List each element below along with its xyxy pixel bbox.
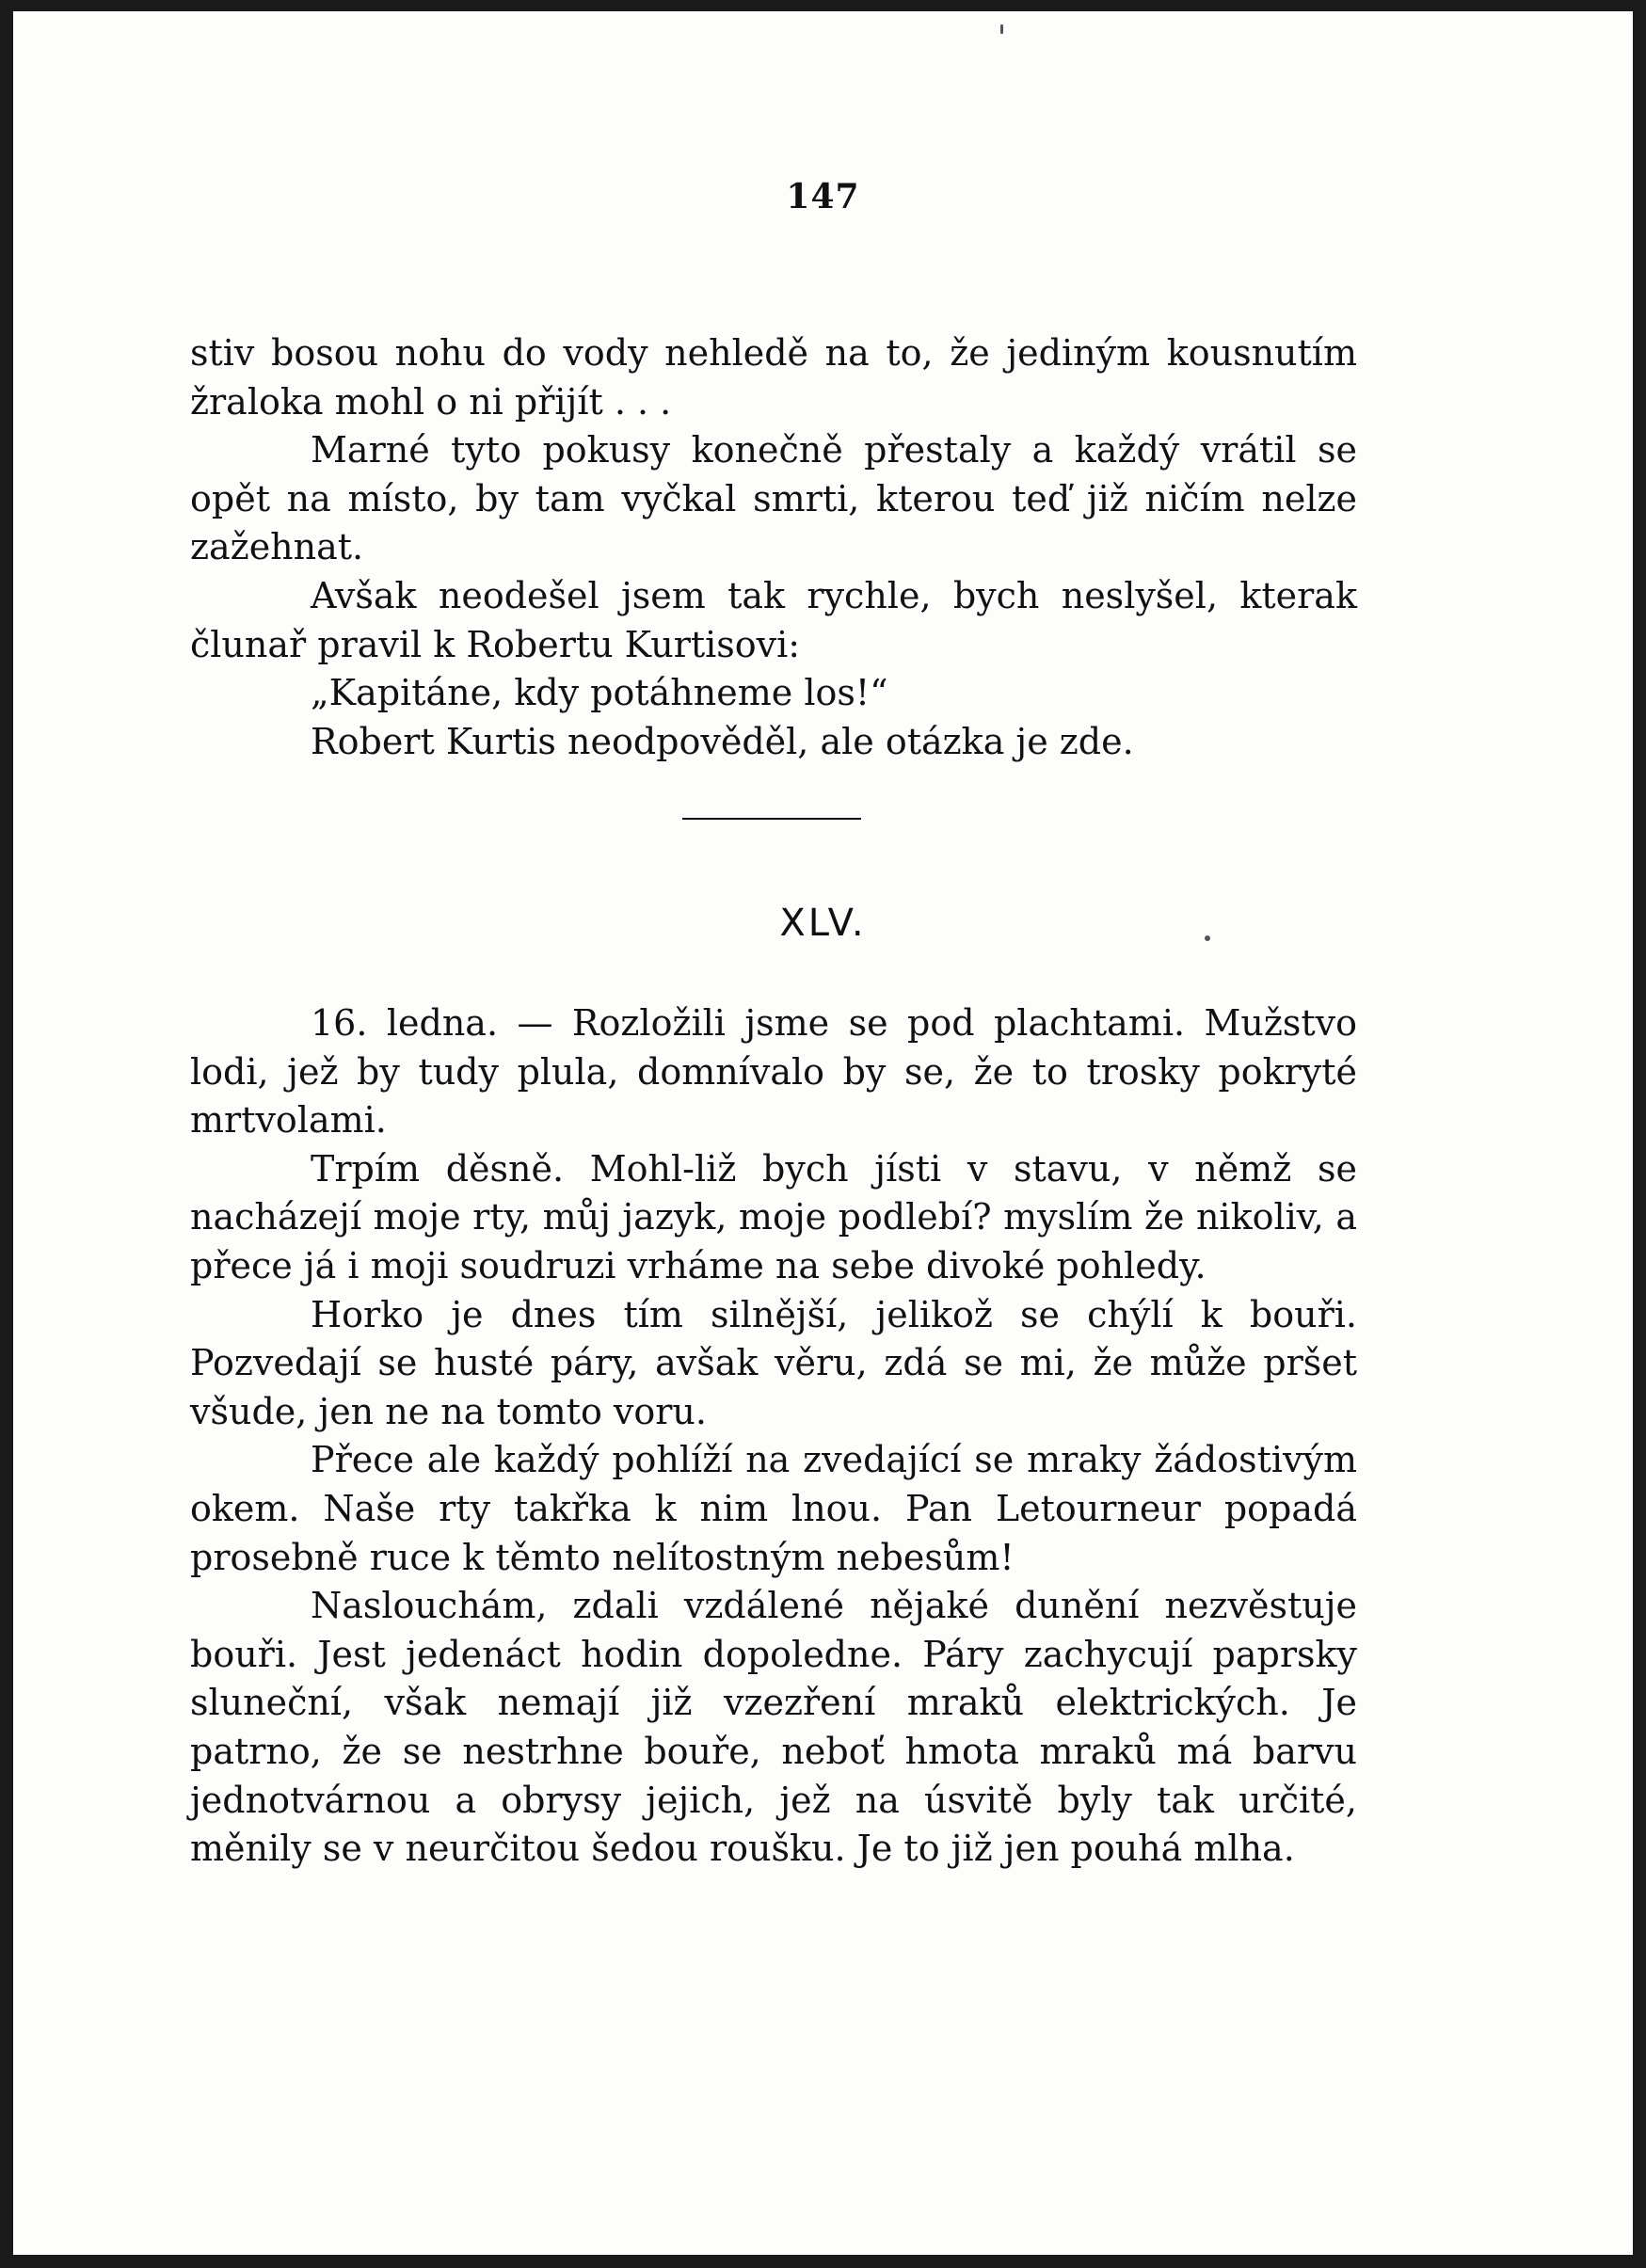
ink-speck: [1205, 935, 1210, 941]
paragraph: „Kapitáne, kdy potáhneme los!“: [311, 672, 888, 714]
paragraph: Přece ale každý pohlíží na zvedající se mraky žádostivým okem. Naše rty takřka k nim lnou. Pan Letourneur popadá prosebně ruce k těmto nelítostným nebesům!: [190, 1439, 1357, 1578]
paragraph: stiv bosou nohu do vody nehledě na to, že jediným kousnutím žraloka mohl o ni přijít . . .: [190, 332, 1357, 423]
text-block-bottom: [190, 999, 1357, 1874]
paragraph: Avšak neodešel jsem tak rychle, bych neslyšel, kterak člunař pravil k Robertu Kurtisovi:: [190, 574, 1357, 665]
ink-speck: [1000, 24, 1003, 34]
page-number: 147: [786, 177, 860, 216]
chapter-heading: XLV.: [779, 902, 867, 945]
paragraph: Trpím děsně. Mohl-liž bych jísti v stavu, v němž se nacházejí moje rty, můj jazyk, moje podlebí? myslím že nikoliv, a přece já i moji soudruzi vrháme na sebe divoké pohledy.: [190, 1147, 1357, 1286]
text-block-top: [190, 329, 1357, 766]
paragraph: Robert Kurtis neodpověděl, ale otázka je zde.: [311, 720, 1134, 762]
paragraph: Marné tyto pokusy konečně přestaly a každý vrátil se opět na místo, by tam vyčkal smrti, kterou teď již ničím nelze zažehnat.: [190, 429, 1357, 568]
paragraph: Horko je dnes tím silnější, jelikož se chýlí k bouři. Pozvedají se husté páry, avšak věru, zdá se mi, že může pršet všude, jen ne na tomto voru.: [190, 1293, 1357, 1432]
paragraph: 16. ledna. — Rozložili jsme se pod plachtami. Mužstvo lodi, jež by tudy plula, domnívalo by se, že to trosky pokryté mrtvolami.: [190, 1002, 1357, 1142]
paragraph: Naslouchám, zdali vzdálené nějaké dunění nezvěstuje bouři. Jest jedenáct hodin dopoledne. Páry zachycují paprsky sluneční, však nemají již vzezření mraků elektrických. Je patrno, že se nestrhne bouře, neboť hmota mraků má barvu jednotvárnou a obrysy jejich, jež na úsvitě byly tak určité, měnily se v neurčitou šedou roušku. Je to již jen pouhá mlha.: [190, 1585, 1357, 1870]
section-divider-rule: [682, 818, 861, 820]
